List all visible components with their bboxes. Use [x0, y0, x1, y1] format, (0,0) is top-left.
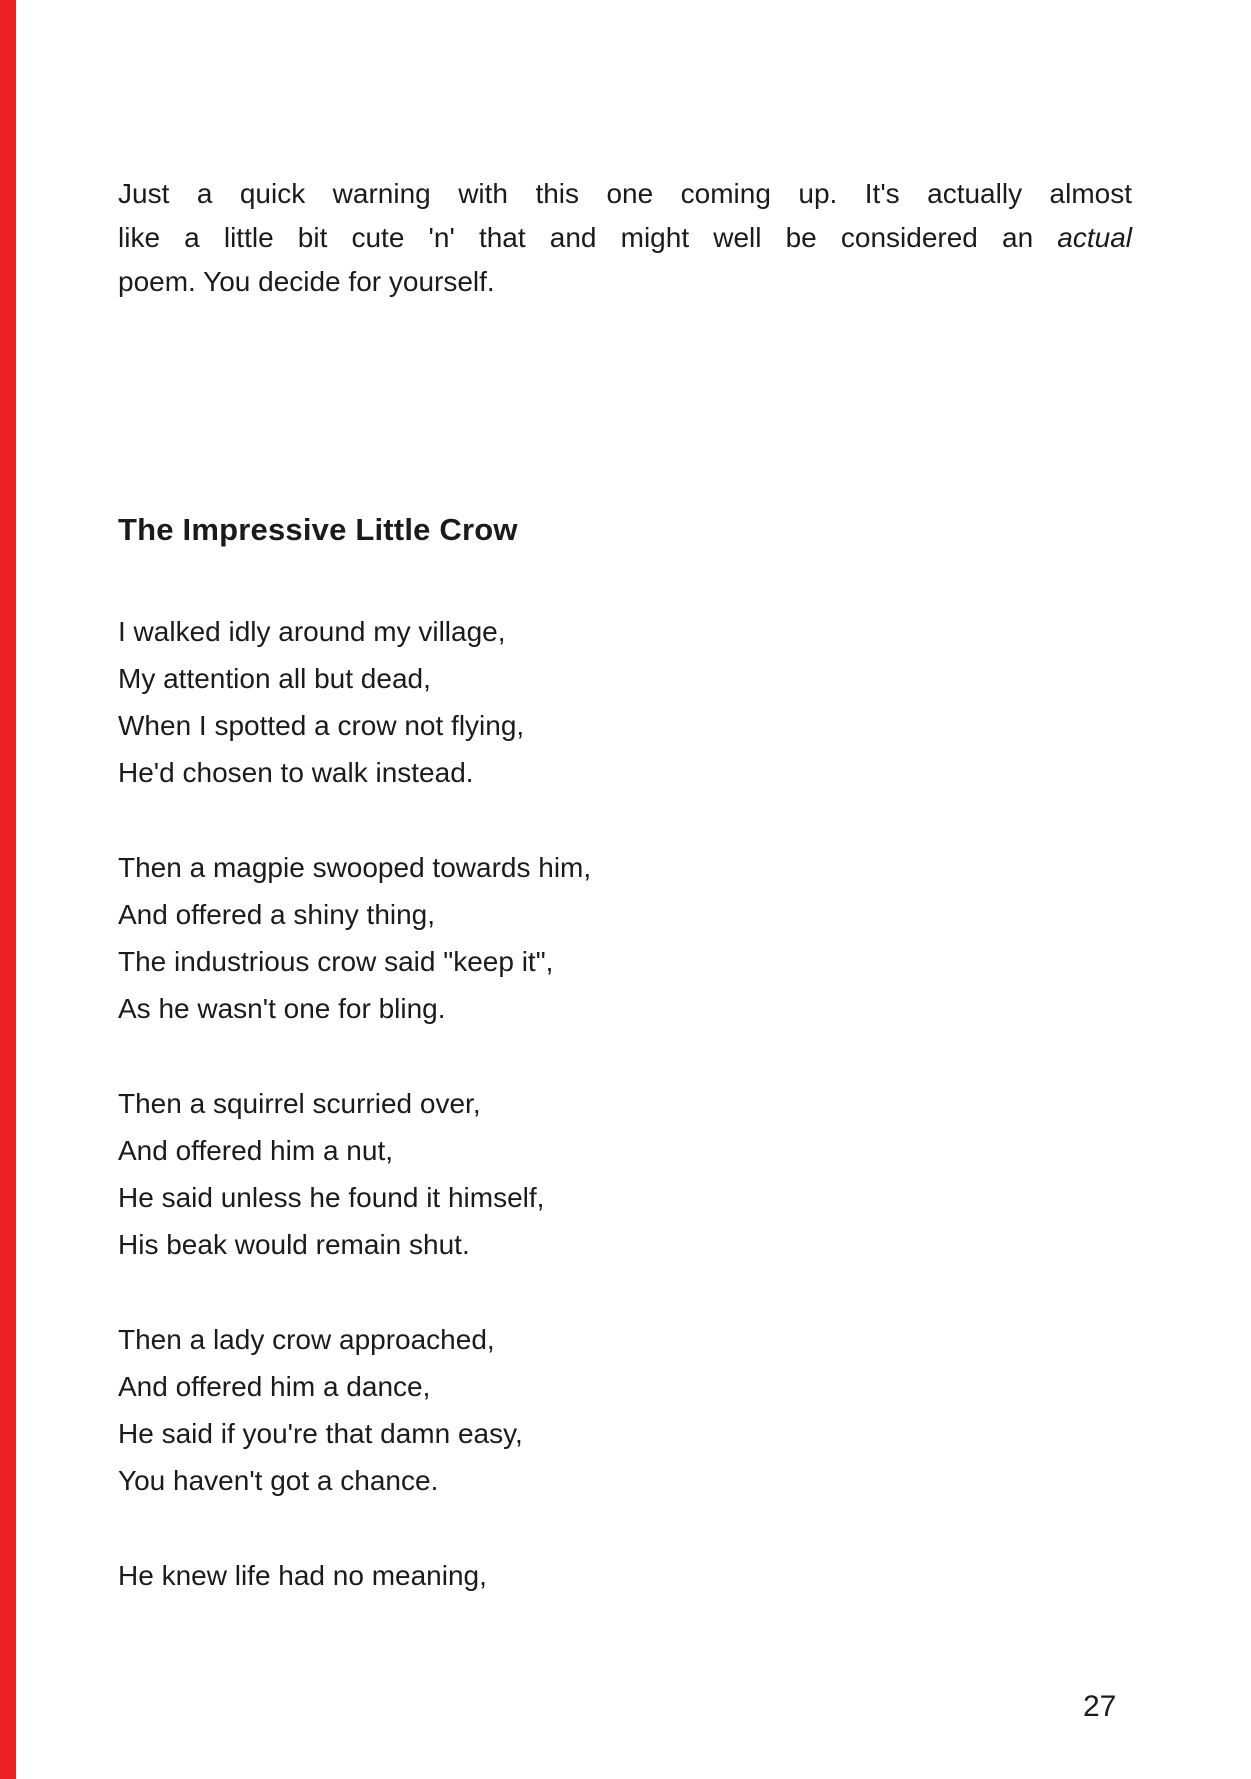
page-number: 27 [1083, 1690, 1117, 1723]
intro-line: poem. You decide for yourself. [118, 266, 495, 297]
intro-paragraph [118, 172, 1132, 304]
book-spine-stripe [0, 0, 16, 1779]
poem-line: You haven't got a chance. [118, 1465, 439, 1496]
poem-line: He'd chosen to walk instead. [118, 757, 474, 788]
poem-stanza [118, 608, 591, 796]
poem-stanza [118, 1552, 591, 1599]
poem-stanza [118, 1316, 591, 1504]
poem-line: He said if you're that damn easy, [118, 1418, 523, 1449]
poem-line: He said unless he found it himself, [118, 1182, 545, 1213]
poem-line: Then a squirrel scurried over, [118, 1088, 481, 1119]
poem-stanza [118, 844, 591, 1032]
poem-line: Then a lady crow approached, [118, 1324, 495, 1355]
poem-title: The Impressive Little Crow [118, 512, 518, 547]
poem-line: And offered him a nut, [118, 1135, 393, 1166]
poem-line: My attention all but dead, [118, 663, 431, 694]
poem-line: Then a magpie swooped towards him, [118, 852, 592, 883]
poem-line: His beak would remain shut. [118, 1229, 470, 1260]
poem-stanza [118, 1080, 591, 1268]
intro-line [118, 216, 1132, 260]
poem-line: He knew life had no meaning, [118, 1560, 487, 1591]
poem-line: The industrious crow said "keep it", [118, 946, 554, 977]
intro-italic-word: actual [1057, 222, 1132, 253]
poem [118, 608, 591, 1647]
poem-line: I walked idly around my village, [118, 616, 506, 647]
poem-line: And offered a shiny thing, [118, 899, 436, 930]
intro-line: Just a quick warning with this one coming up. It's actually almost [118, 178, 1132, 209]
poem-line: As he wasn't one for bling. [118, 993, 446, 1024]
poem-line: And offered him a dance, [118, 1371, 431, 1402]
intro-line-text: like a little bit cute 'n' that and might well be considered an [118, 222, 1034, 253]
poem-line: When I spotted a crow not flying, [118, 710, 525, 741]
